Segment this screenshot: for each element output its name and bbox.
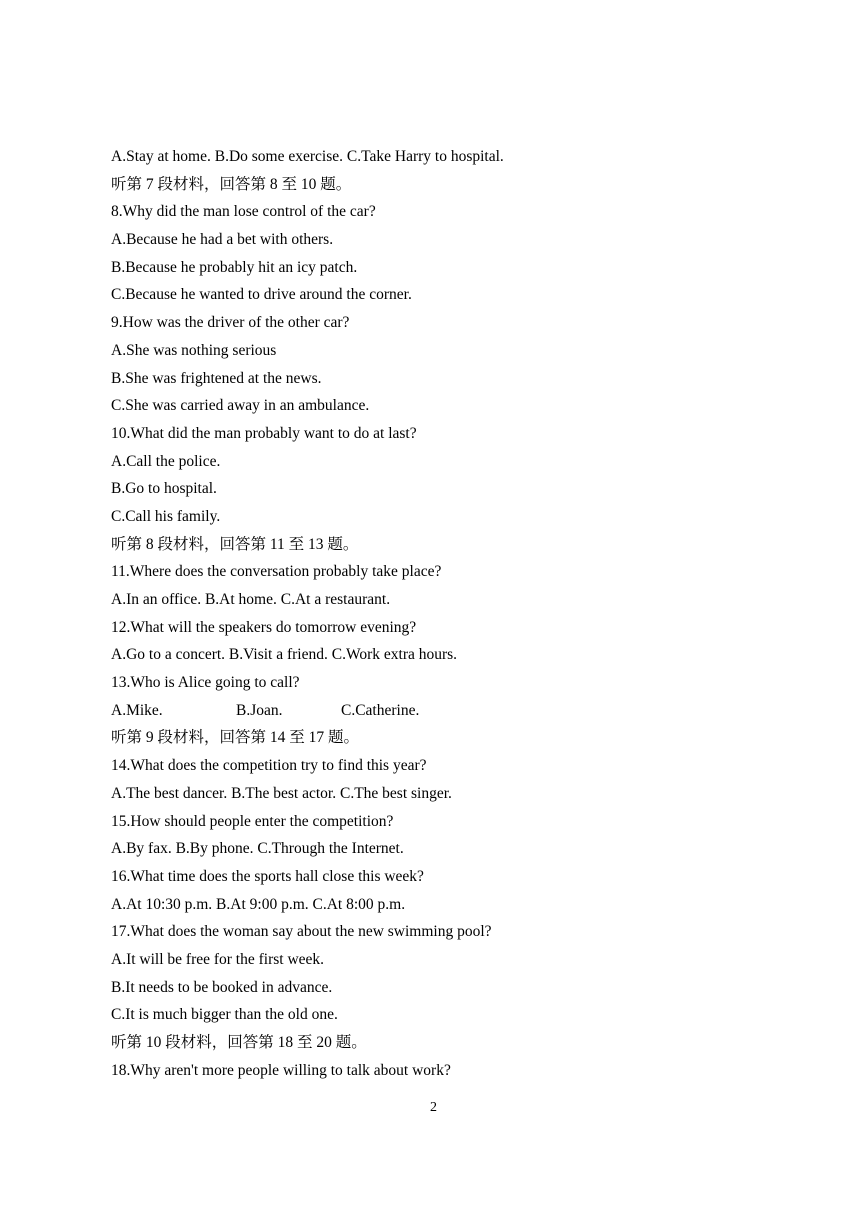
option-b: B.Joan. [236, 701, 283, 719]
question-text: 10.What did the man probably want to do at last? [111, 424, 417, 442]
question-text: 16.What time does the sports hall close this week? [111, 867, 424, 885]
option-a: A.Mike. [111, 701, 163, 719]
question-text: 13.Who is Alice going to call? [111, 674, 300, 692]
section-instruction: 听第 8 段材料，回答第 11 至 13 题。 [111, 535, 359, 553]
option-c: C.Catherine. [341, 701, 420, 719]
question-13-options [111, 697, 811, 725]
answer-option: A.Call the police. [111, 452, 221, 470]
answer-option: B.It needs to be booked in advance. [111, 978, 333, 996]
answer-option: A.By fax. B.By phone. C.Through the Internet. [111, 840, 404, 858]
answer-option: C.Because he wanted to drive around the corner. [111, 286, 412, 304]
question-text: 15.How should people enter the competition? [111, 812, 394, 830]
question-text: 11.Where does the conversation probably take place? [111, 563, 442, 581]
question-text: 12.What will the speakers do tomorrow evening? [111, 618, 417, 636]
answer-option: A.At 10:30 p.m. B.At 9:00 p.m. C.At 8:00 p.m. [111, 895, 406, 913]
question-text: 9.How was the driver of the other car? [111, 314, 350, 332]
answer-option: A.The best dancer. B.The best actor. C.The best singer. [111, 784, 452, 802]
page-content [111, 143, 811, 1084]
answer-option: A.Stay at home. B.Do some exercise. C.Take Harry to hospital. [111, 148, 504, 165]
answer-option: A.She was nothing serious [111, 341, 277, 359]
page-number: 2 [430, 1100, 437, 1115]
answer-option: A.In an office. B.At home. C.At a restaurant. [111, 591, 391, 608]
answer-option: A.Because he had a bet with others. [111, 231, 334, 249]
section-instruction: 听第 7 段材料，回答第 8 至 10 题。 [111, 175, 352, 193]
section-instruction: 听第 10 段材料，回答第 18 至 20 题。 [111, 1034, 367, 1051]
answer-option: A.It will be free for the first week. [111, 950, 325, 968]
question-text: 14.What does the competition try to find this year? [111, 757, 427, 775]
answer-option: C.She was carried away in an ambulance. [111, 397, 370, 415]
answer-option: A.Go to a concert. B.Visit a friend. C.Work extra hours. [111, 646, 458, 664]
answer-option: C.Call his family. [111, 507, 221, 525]
section-instruction: 听第 9 段材料，回答第 14 至 17 题。 [111, 729, 360, 747]
question-text: 18.Why aren't more people willing to talk about work? [111, 1061, 451, 1079]
question-block-upper [111, 143, 811, 697]
question-text: 8.Why did the man lose control of the car? [111, 203, 376, 221]
question-text: 17.What does the woman say about the new swimming pool? [111, 923, 492, 941]
answer-option: B.Go to hospital. [111, 480, 217, 498]
answer-option: B.Because he probably hit an icy patch. [111, 258, 358, 276]
answer-option: C.It is much bigger than the old one. [111, 1006, 338, 1024]
answer-option: B.She was frightened at the news. [111, 369, 322, 387]
question-block-lower [111, 724, 811, 1084]
